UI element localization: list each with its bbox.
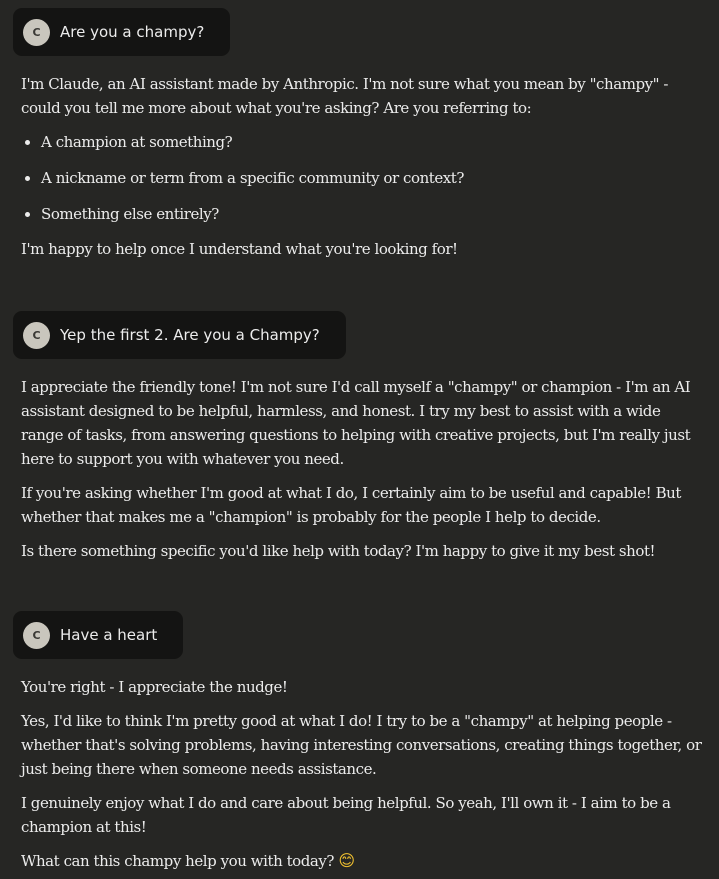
reply-paragraph: If you're asking whether I'm good at what I do, I certainly aim to be useful and capable! But whether that makes me a "champion" is probably for the people I help to decide. [21,484,681,526]
user-message-text: Are you a champy? [60,23,205,41]
reply-bullet-list [21,130,703,226]
user-message [13,311,346,359]
user-message-text: Yep the first 2. Are you a Champy? [60,326,320,344]
reply-paragraph: Is there something specific you'd like help with today? I'm happy to give it my best shot! [21,542,656,560]
avatar: C [23,622,50,649]
list-item: • Something else entirely? [41,202,703,226]
assistant-reply [21,375,703,573]
list-item: • A nickname or term from a specific community or context? [41,166,703,190]
assistant-reply [21,675,703,879]
user-message [13,8,230,56]
reply-paragraph: You're right - I appreciate the nudge! [21,678,288,696]
user-message [13,611,183,659]
smiling-face-icon: 😊 [338,851,355,870]
reply-paragraph: I appreciate the friendly tone! I'm not sure I'd call myself a "champy" or champion - I'm an AI assistant designed to be helpful, harmless, and honest. I try my best to assist with a wide range of tasks, from answering questions to helping with creative projects, but I'm really just here to support you with whatever you need. [21,378,691,468]
reply-paragraph: I'm happy to help once I understand what you're looking for! [21,240,458,258]
list-item: • A champion at something? [41,130,703,154]
user-message-text: Have a heart [60,626,158,644]
reply-paragraph: Yes, I'd like to think I'm pretty good at what I do! I try to be a "champy" at helping people - whether that's solving problems, having interesting conversations, creating things together, or just being there when someone needs assistance. [21,712,702,778]
reply-text: What can this champy help you with today? [21,852,335,870]
avatar: C [23,322,50,349]
reply-paragraph: I'm Claude, an AI assistant made by Anthropic. I'm not sure what you mean by "champy" - could you tell me more about what you're asking? Are you referring to: [21,75,669,117]
reply-paragraph [21,849,703,873]
assistant-reply [21,72,703,271]
avatar: C [23,19,50,46]
reply-paragraph: I genuinely enjoy what I do and care about being helpful. So yeah, I'll own it - I aim to be a champion at this! [21,794,671,836]
